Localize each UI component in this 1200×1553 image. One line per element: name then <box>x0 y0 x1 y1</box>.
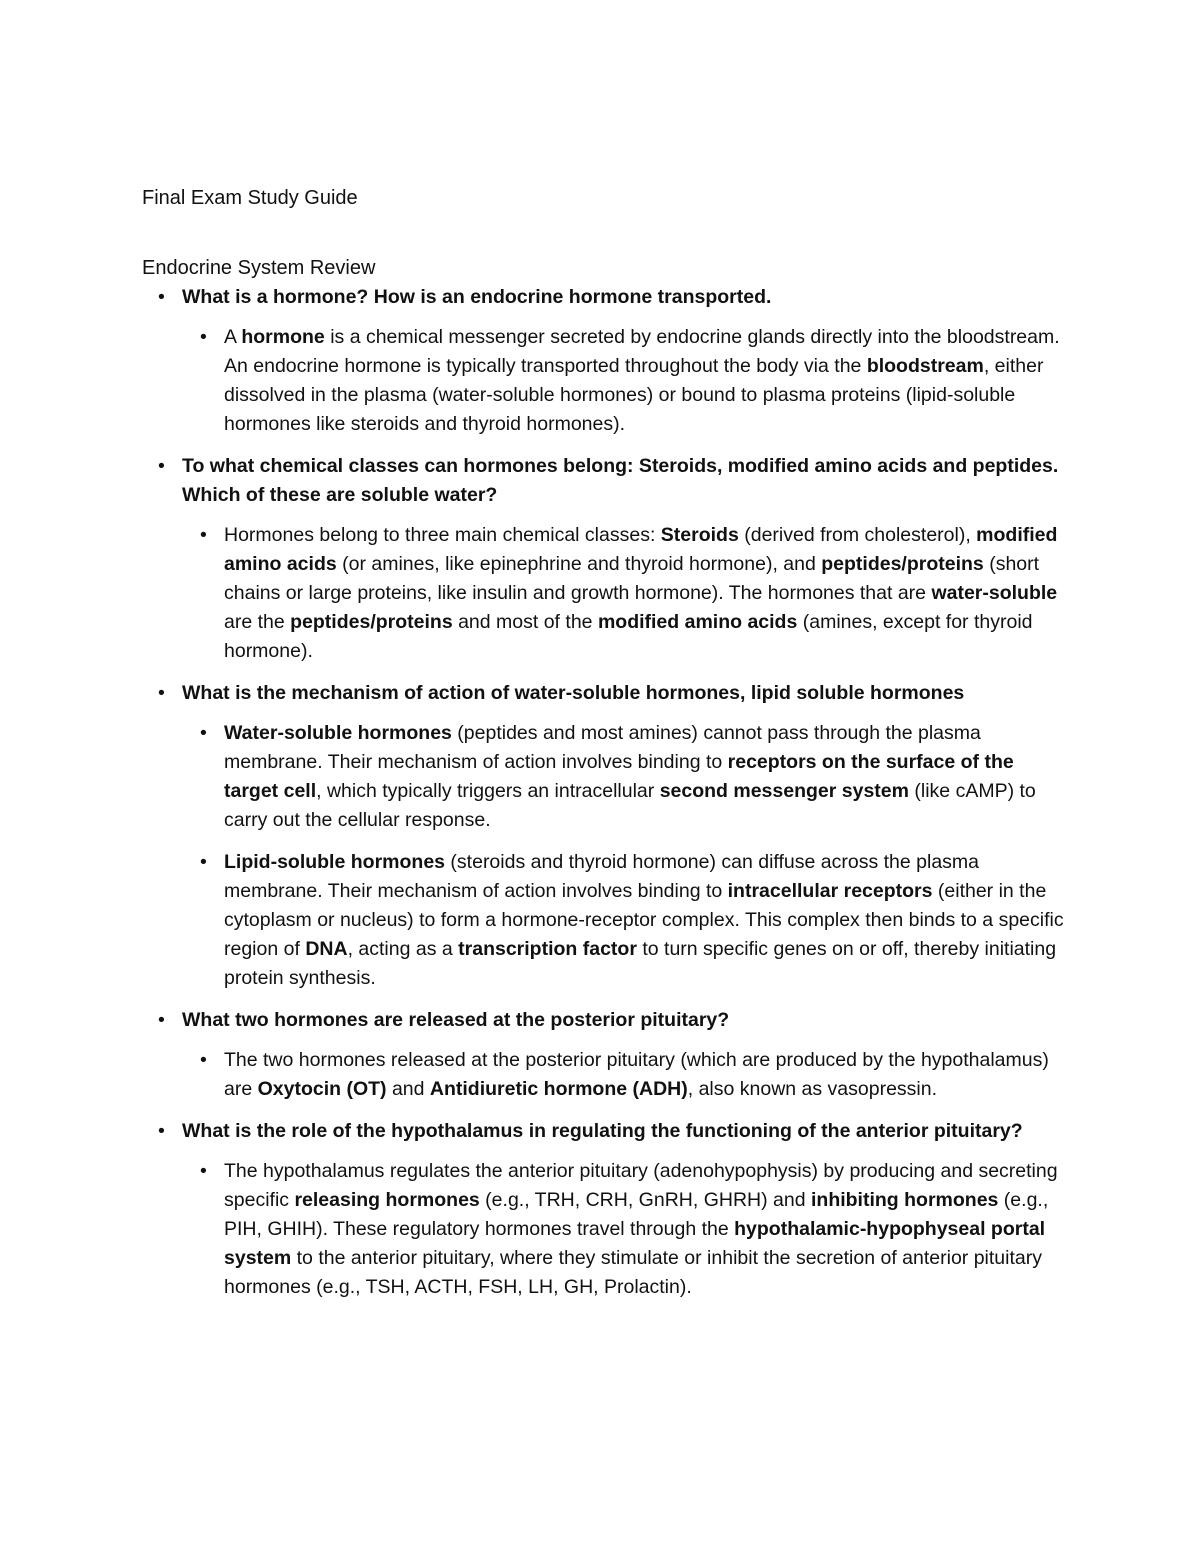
answer-segment: , acting as a <box>347 938 459 960</box>
answer-segment: (amines, except for thyroid hormone). <box>224 611 1033 662</box>
answer-segment: (e.g., TRH, CRH, GnRH, GHRH) and <box>479 1189 811 1211</box>
answer-segment: Hormones belong to three main chemical classes: <box>224 524 661 546</box>
question-item <box>158 1006 1068 1035</box>
answer-segment: (short chains or large proteins, like insulin and growth hormone). The hormones that are <box>224 553 1040 604</box>
answer-bold-term: receptors on the surface of the target cell <box>224 751 1014 802</box>
answer-text <box>224 1046 1068 1104</box>
answer-segment: (either in the cytoplasm or nucleus) to form a hormone-receptor complex. This complex then binds to a specific region of <box>224 880 1064 960</box>
answer-bold-term: intracellular receptors <box>727 880 933 902</box>
answer-bold-term: transcription factor <box>458 938 637 960</box>
question-text: To what chemical classes can hormones belong: Steroids, modified amino acids and peptides. Which of these are soluble water? <box>182 455 1059 506</box>
answer-segment: (like cAMP) to carry out the cellular response. <box>224 780 1036 831</box>
question-answer-list <box>158 283 1068 1315</box>
answer-item <box>200 848 1068 993</box>
answer-text <box>224 323 1068 439</box>
answer-bold-term: water-soluble <box>931 582 1058 604</box>
answer-item <box>200 323 1068 439</box>
answer-bold-term: inhibiting hormones <box>810 1189 999 1211</box>
answer-segment: , either dissolved in the plasma (water-soluble hormones) or bound to plasma proteins (lipid-soluble hormones like steroids and thyroid hormones). <box>224 355 1044 435</box>
answer-bold-term: Oxytocin (OT) <box>257 1078 387 1100</box>
answer-item <box>200 719 1068 835</box>
answer-segment: , also known as vasopressin. <box>687 1078 938 1100</box>
bullet-icon: • <box>200 1160 207 1182</box>
answer-bold-term: Steroids <box>660 524 739 546</box>
answer-bold-term: DNA <box>305 938 348 960</box>
answer-segment: , which typically triggers an intracellular <box>316 780 660 802</box>
answer-segment: to the anterior pituitary, where they stimulate or inhibit the secretion of anterior pituitary hormones (e.g., TSH, ACTH, FSH, LH, GH, Prolactin). <box>224 1247 1042 1298</box>
document-title: Final Exam Study Guide <box>142 187 358 209</box>
answer-segment: A <box>224 326 242 348</box>
bullet-icon: • <box>200 722 207 744</box>
answer-bold-term: Lipid-soluble hormones <box>224 851 446 873</box>
answer-bold-term: peptides/proteins <box>821 553 984 575</box>
bullet-icon: • <box>200 1049 207 1071</box>
answer-bold-term: bloodstream <box>866 355 984 377</box>
answer-segment: (or amines, like epinephrine and thyroid hormone), and <box>336 553 822 575</box>
answer-bold-term: Water-soluble hormones <box>224 722 452 744</box>
answer-item <box>200 521 1068 666</box>
question-text: What is the role of the hypothalamus in regulating the functioning of the anterior pituitary? <box>182 1120 1023 1142</box>
answer-text <box>224 521 1068 666</box>
answer-segment: and most of the <box>452 611 598 633</box>
question-item <box>158 452 1068 510</box>
answer-segment: (steroids and thyroid hormone) can diffuse across the plasma membrane. Their mechanism of action involves binding to <box>224 851 980 902</box>
answer-bold-term: peptides/proteins <box>290 611 453 633</box>
answer-segment: (derived from cholesterol), <box>738 524 977 546</box>
bullet-icon: • <box>158 682 165 704</box>
bullet-icon: • <box>158 455 165 477</box>
section-title: Endocrine System Review <box>142 257 376 279</box>
answer-bold-term: releasing hormones <box>294 1189 480 1211</box>
answer-bold-term: hypothalamic-hypophyseal portal system <box>224 1218 1046 1269</box>
question-item <box>158 1117 1068 1146</box>
answer-segment: (e.g., PIH, GHIH). These regulatory hormones travel through the <box>224 1189 1049 1240</box>
bullet-icon: • <box>200 326 207 348</box>
bullet-icon: • <box>158 286 165 308</box>
answer-bold-term: Antidiuretic hormone (ADH) <box>429 1078 688 1100</box>
answer-bold-term: modified amino acids <box>224 524 1058 575</box>
question-item <box>158 283 1068 312</box>
answer-bold-term: hormone <box>241 326 325 348</box>
bullet-icon: • <box>158 1120 165 1142</box>
answer-text <box>224 1157 1068 1302</box>
answer-segment: are the <box>224 611 291 633</box>
bullet-icon: • <box>200 851 207 873</box>
answer-item <box>200 1046 1068 1104</box>
answer-segment: to turn specific genes on or off, thereby initiating protein synthesis. <box>224 938 1057 989</box>
question-text: What is the mechanism of action of water-soluble hormones, lipid soluble hormones <box>182 682 965 704</box>
answer-text <box>224 719 1068 835</box>
answer-segment: is a chemical messenger secreted by endocrine glands directly into the bloodstream. An endocrine hormone is typically transported throughout the body via the <box>224 326 1060 377</box>
answer-bold-term: second messenger system <box>659 780 909 802</box>
question-text: What is a hormone? How is an endocrine hormone transported. <box>182 286 772 308</box>
question-item <box>158 679 1068 708</box>
answer-segment: (peptides and most amines) cannot pass through the plasma membrane. Their mechanism of action involves binding to <box>224 722 981 773</box>
bullet-icon: • <box>200 524 207 546</box>
answer-bold-term: modified amino acids <box>597 611 798 633</box>
answer-segment: The hypothalamus regulates the anterior pituitary (adenohypophysis) by producing and secreting specific <box>224 1160 1058 1211</box>
answer-segment: and <box>386 1078 430 1100</box>
question-text: What two hormones are released at the posterior pituitary? <box>182 1009 730 1031</box>
bullet-icon: • <box>158 1009 165 1031</box>
answer-segment: The two hormones released at the posterior pituitary (which are produced by the hypothalamus) are <box>224 1049 1049 1100</box>
answer-item <box>200 1157 1068 1302</box>
answer-text <box>224 848 1068 993</box>
